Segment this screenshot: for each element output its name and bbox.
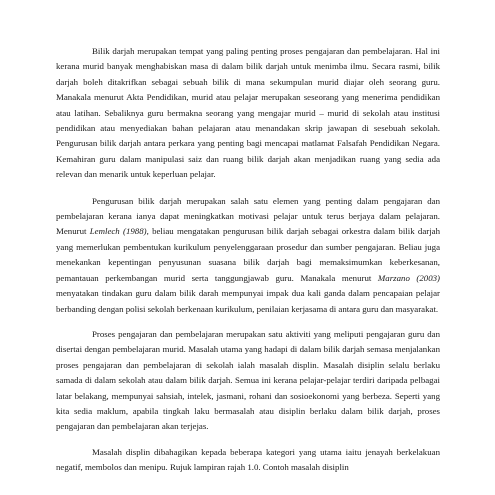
paragraph-4: [56, 445, 440, 476]
paragraph-4-text: Masalah displin dibahagikan kepada beberapa kategori yang utama iaitu jenayah berkelakuan negatif, membolos dan menipu. Rujuk lampiran rajah 1.0. Contoh masalah disiplin: [56, 446, 440, 473]
paragraph-2-text-b: , beliau mengatakan pengurusan bilik darjah sebagai orkestra dalam bilik darjah yang memerlukan pembentukan kurikulum penyelenggaraan prosedur dan sumber pengajaran. Beliau juga menekankan kepentingan penyusunan suasana bilik darjah bagi memaksimumkan keberkesanan, pemantauan perkembangan murid serta tanggungjawab guru. Manakala menurut: [56, 226, 441, 283]
paragraph-3: [56, 327, 440, 435]
paragraph-3-text: Proses pengajaran dan pembelajaran merupakan satu aktiviti yang meliputi pengajaran guru dan disertai dengan pembelajaran murid. Masalah utama yang hadapi di dalam bilik darjah semasa menjalankan proses pengajaran dan pembelajaran di sekolah ialah masalah displin. Masalah disiplin selalu berlaku samada di dalam sekolah atau dalam bilik darjah. Semua ini kerana pelajar-pelajar terdiri daripada pelbagai latar belakang, mempunyai sahsiah, intelek, jasmani, rohani dan sosioekonomi yang berbeza. Seperti yang kita sedia maklum, apabila tingkah laku bermasalah atau disiplin berlaku dalam bilik darjah, proses pengajaran dan pembelajaran akan terjejas.: [56, 328, 440, 432]
paragraph-1: [56, 44, 440, 183]
paragraph-2-text-a: Pengurusan bilik darjah merupakan salah satu elemen yang penting dalam pengajaran dan pembelajaran kerana ianya dapat meningkatkan motivasi pelajar untuk terus berjaya dalam pelajaran. Menurut: [56, 195, 440, 237]
citation-marzano: Marzano (2003): [377, 272, 441, 283]
document-body: [56, 44, 440, 476]
paragraph-2: [56, 194, 440, 317]
paragraph-1-text: Bilik darjah merupakan tempat yang paling penting proses pengajaran dan pembelajaran. Hal ini kerana murid banyak menghabiskan masa di dalam bilik darjah untuk menimba ilmu. Secara rasmi, bilik darjah boleh ditakrifkan sebagai sebuah bilik di mana sekumpulan murid diajar oleh seorang guru. Manakala menurut Akta Pendidikan, murid atau pelajar merupakan seseorang yang menerima pendidikan atau latihan. Sebaliknya guru bermakna seorang yang mengajar murid – murid di sekolah atau institusi pendidikan atau menyediakan bahan pelajaran atau menandakan skrip jawapan di sesebuah sekolah. Pengurusan bilik darjah antara perkara yang penting bagi mencapai matlamat Falsafah Pendidikan Negara. Kemahiran guru dalam manipulasi saiz dan ruang bilik darjah akan menjadikan ruang yang sedia ada relevan dan menarik untuk keperluan pelajar.: [56, 46, 440, 180]
citation-lemlech: Lemlech (1988): [89, 226, 147, 237]
paragraph-2-text-c: menyatakan tindakan guru dalam bilik darah mempunyai impak dua kali ganda dalam pencapaian pelajar berbanding dengan polisi sekolah berkenaan kurikulum, penilaian kerjasama di antara guru dan masyarakat.: [56, 288, 440, 314]
